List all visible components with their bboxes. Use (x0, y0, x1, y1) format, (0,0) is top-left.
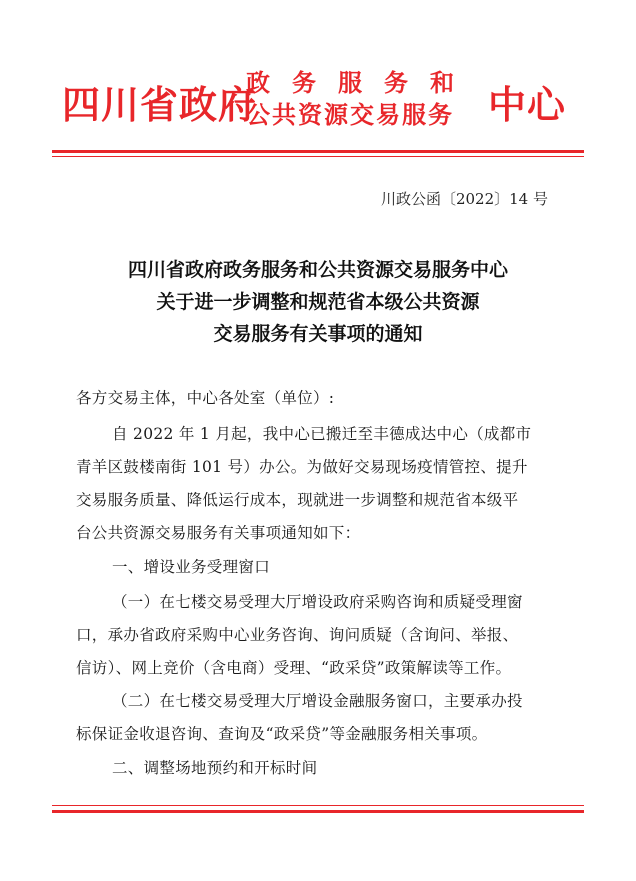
letterhead-left-text: 四川省政府 (62, 83, 258, 127)
footer-rule-thick (52, 810, 584, 813)
paragraph-line: 口，承办省政府采购中心业务咨询、询问质疑（含询问、举报、 (76, 626, 519, 644)
paragraph-line: 青羊区鼓楼南街 101 号）办公。为做好交易现场疫情管控、提升 (76, 458, 528, 476)
section-heading-2: 二、调整场地预约和开标时间 (112, 759, 318, 777)
paragraph-line: 标保证金收退咨询、查询及“政采贷”等金融服务相关事项。 (76, 725, 488, 743)
title-line-1: 四川省政府政务服务和公共资源交易服务中心 (127, 259, 508, 281)
title-line-3: 交易服务有关事项的通知 (213, 323, 423, 345)
paragraph-line: 台公共资源交易服务有关事项通知如下： (76, 524, 361, 542)
document-number: 川政公函〔2022〕14 号 (380, 190, 548, 208)
letterhead-middle-line1: 政务服务和 (246, 68, 476, 97)
letterhead-middle (246, 68, 476, 130)
title-line-2: 关于进一步调整和规范省本级公共资源 (156, 291, 480, 313)
letterhead-right-text: 中心 (488, 83, 567, 127)
section-heading-1: 一、增设业务受理窗口 (112, 558, 271, 576)
paragraph-line: 信访）、网上竞价（含电商）受理、“政采贷”政策解读等工作。 (76, 659, 512, 677)
paragraph-line: （一）在七楼交易受理大厅增设政府采购咨询和质疑受理窗 (112, 593, 523, 611)
footer-rule-thin (52, 805, 584, 806)
paragraph-line: （二）在七楼交易受理大厅增设金融服务窗口，主要承办投 (112, 692, 523, 710)
paragraph-line: 交易服务质量、降低运行成本，现就进一步调整和规范省本级平 (76, 491, 519, 509)
letterhead-middle-line2: 公共资源交易服务 (246, 100, 454, 129)
header-rule-thin (52, 156, 584, 157)
header-rule-thick (52, 150, 584, 153)
salutation: 各方交易主体，中心各处室（单位）: (76, 389, 335, 407)
paragraph-line: 自 2022 年 1 月起，我中心已搬迁至丰德成达中心（成都市 (112, 425, 532, 443)
